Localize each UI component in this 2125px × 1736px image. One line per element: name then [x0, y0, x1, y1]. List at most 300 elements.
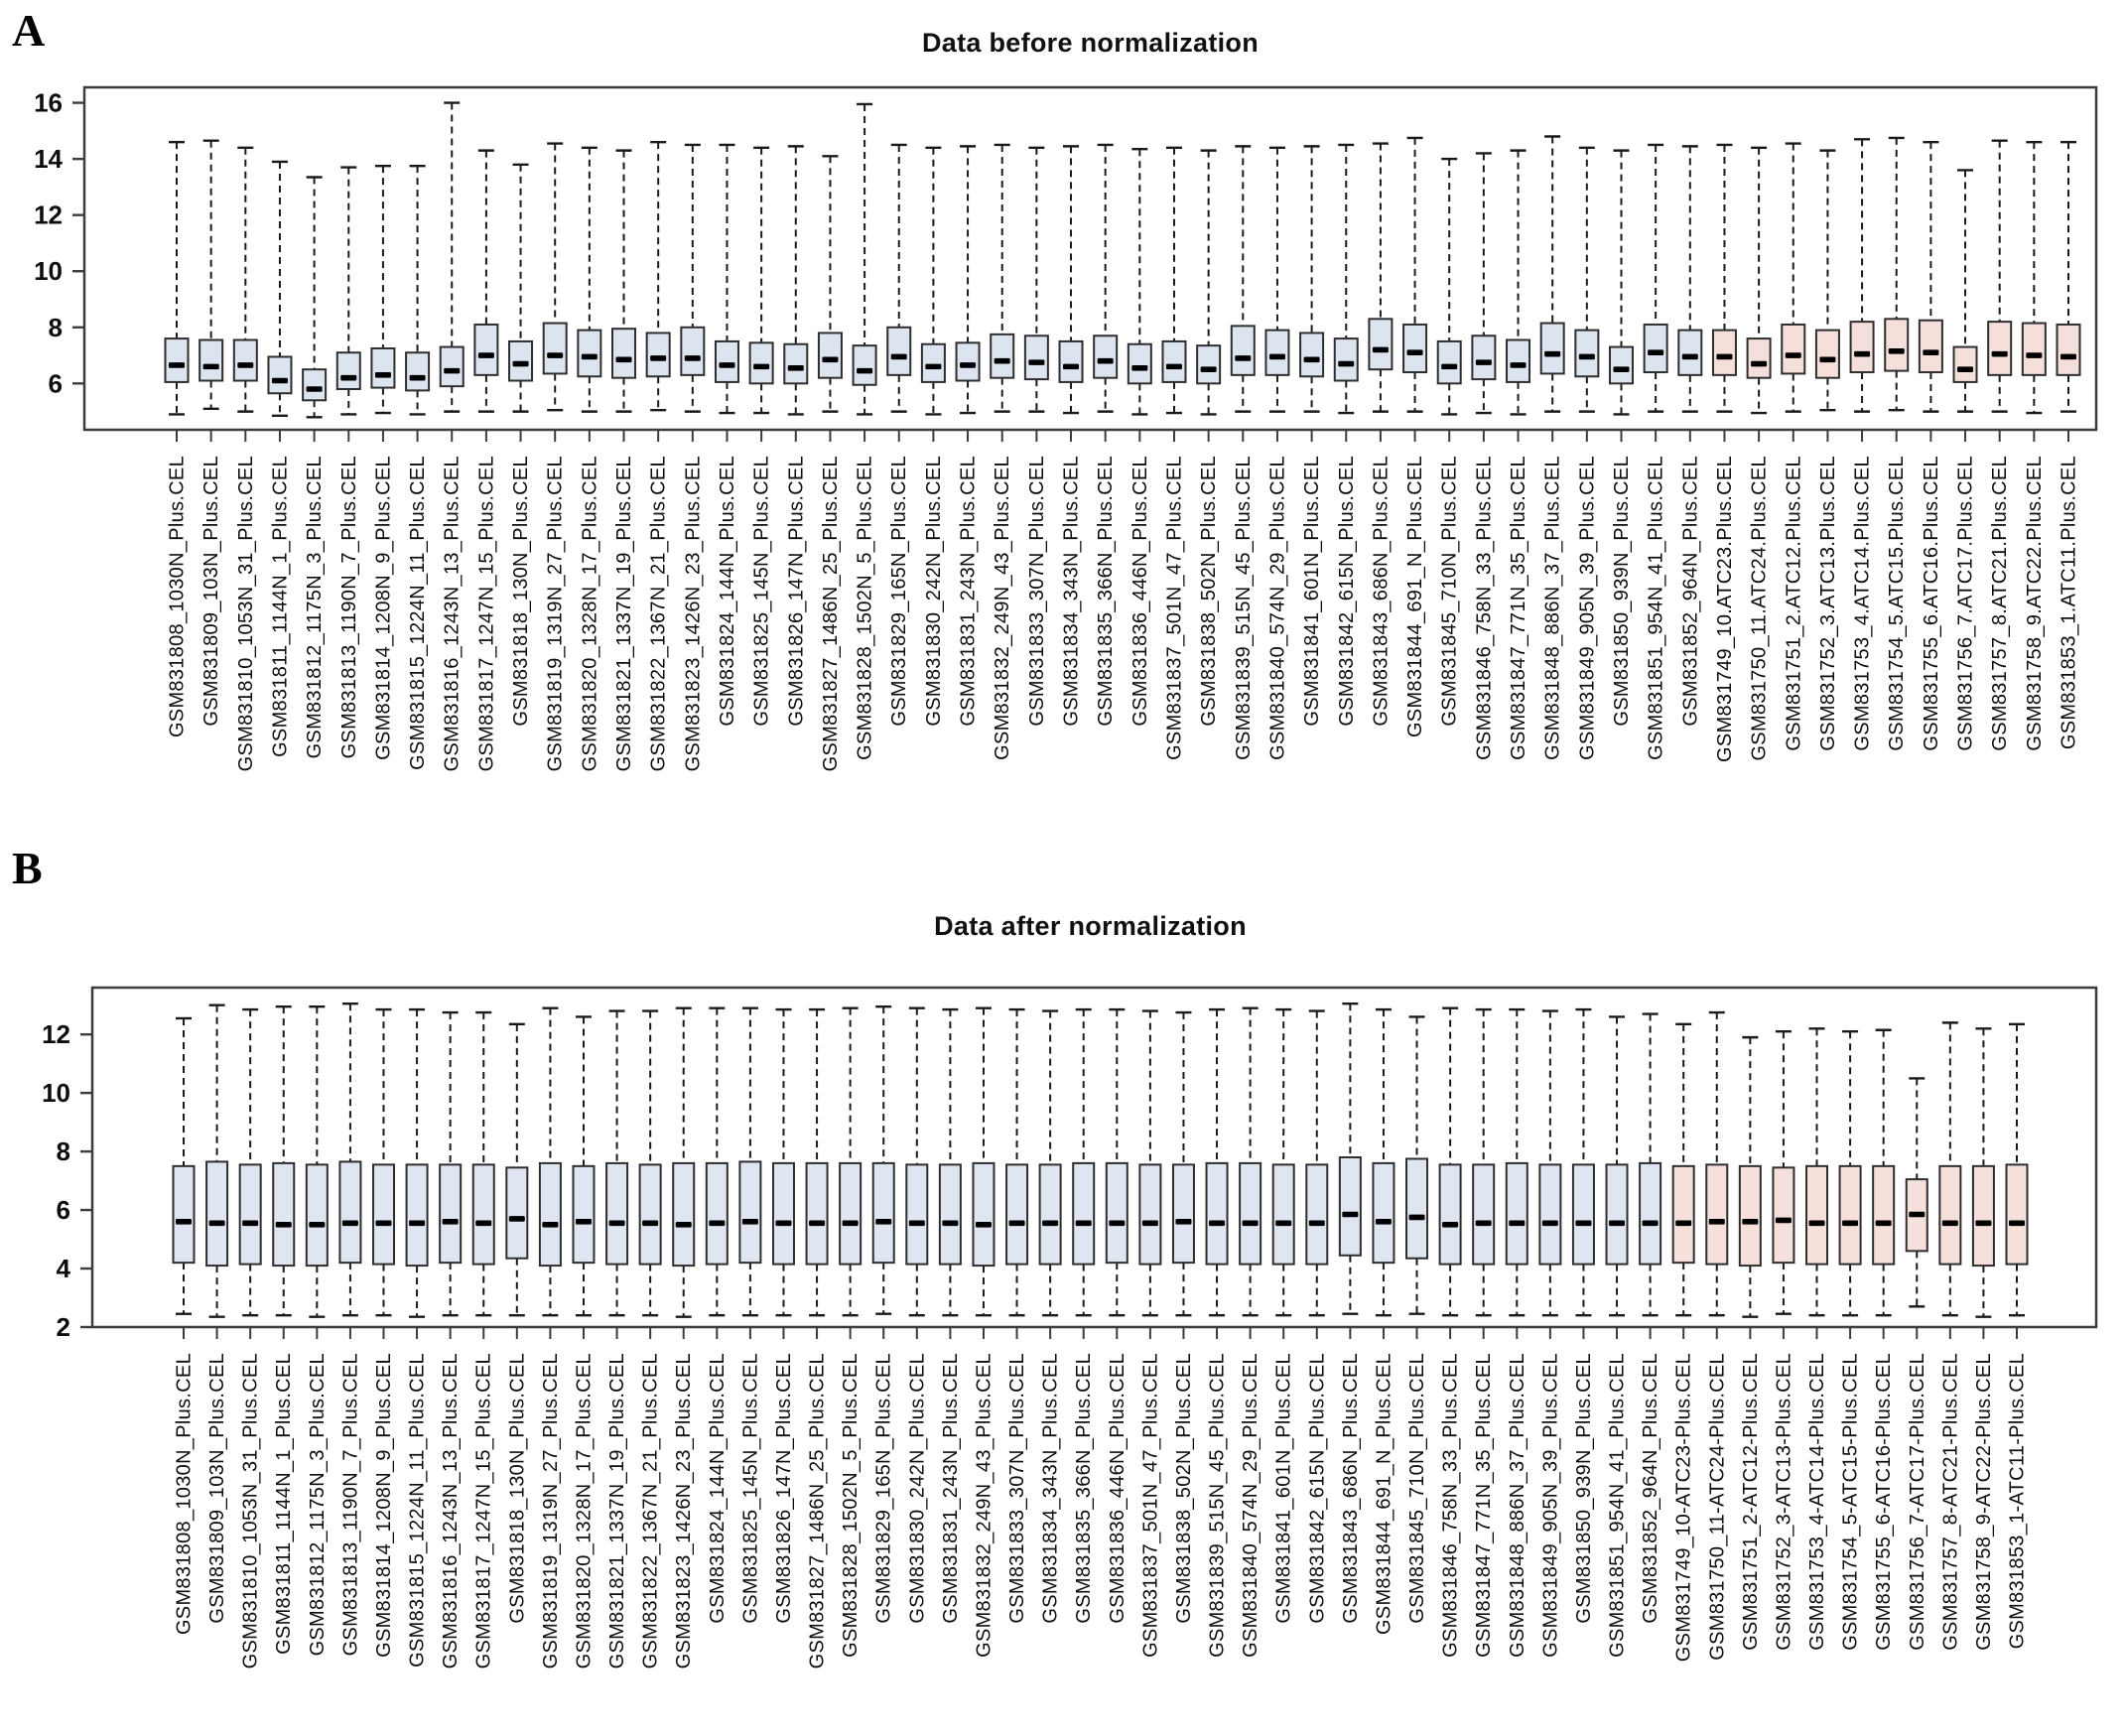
- boxplot-sample: [1306, 1011, 1328, 1624]
- x-axis-label: GSM831808_1030N_Plus.CEL: [166, 456, 189, 738]
- boxplot-sample: [1073, 1009, 1095, 1624]
- iqr-box: [1162, 341, 1185, 382]
- median-line: [1675, 1221, 1691, 1227]
- median-line: [1076, 1221, 1092, 1227]
- iqr-box: [1340, 1157, 1361, 1256]
- x-axis-label: GSM831845_710N_Plus.CEL: [1406, 1353, 1429, 1624]
- boxplot-sample: [1885, 138, 1908, 751]
- boxplot-sample: [606, 1011, 628, 1669]
- boxplot-sample: [473, 1012, 495, 1669]
- median-line: [1942, 1221, 1958, 1227]
- median-line: [547, 352, 563, 358]
- median-line: [1776, 1218, 1792, 1224]
- x-axis-label: GSM831823_1426N_23_Plus.CEL: [682, 456, 705, 772]
- x-axis-label: GSM831845_710N_Plus.CEL: [1438, 456, 1461, 727]
- median-line: [242, 1221, 258, 1227]
- boxplot-sample: [337, 168, 360, 759]
- x-axis-label: GSM831843_686N_Plus.CEL: [1370, 456, 1393, 727]
- boxplot-sample: [1678, 146, 1701, 726]
- iqr-box: [1107, 1163, 1128, 1263]
- x-axis-label: GSM831837_501N_47_Plus.CEL: [1163, 456, 1186, 760]
- y-tick-label: 8: [48, 312, 63, 342]
- iqr-box: [873, 1163, 894, 1263]
- boxplot-sample: [873, 1006, 895, 1623]
- median-line: [1166, 364, 1182, 370]
- x-axis-label: GSM831822_1367N_21_Plus.CEL: [647, 456, 670, 772]
- median-line: [509, 1216, 525, 1222]
- boxplot-sample: [1139, 1011, 1161, 1658]
- x-axis-label: GSM831844_691_N_Plus.CEL: [1373, 1353, 1395, 1636]
- boxplot-sample: [1873, 1030, 1895, 1651]
- median-line: [1575, 1221, 1591, 1227]
- x-axis-label: GSM831828_1502N_5_Plus.CEL: [854, 455, 876, 760]
- x-axis-label: GSM831758_9-ATC22-Plus.CEL: [1972, 1353, 1995, 1651]
- x-axis-label: GSM831838_502N_Plus.CEL: [1198, 456, 1221, 727]
- boxplot-sample: [1403, 138, 1426, 737]
- iqr-box: [1197, 345, 1220, 383]
- x-axis-label: GSM831827_1486N_25_Plus.CEL: [806, 1353, 829, 1669]
- x-axis-label: GSM831821_1337N_19_Plus.CEL: [613, 456, 636, 772]
- x-axis-label: GSM831754_5.ATC15.Plus.CEL: [1886, 456, 1909, 751]
- boxplot-sample: [573, 1016, 595, 1669]
- x-axis-label: GSM831814_1208N_9_Plus.CEL: [372, 455, 395, 760]
- iqr-box: [2007, 1164, 2028, 1264]
- median-line: [650, 355, 666, 361]
- median-line: [642, 1221, 658, 1227]
- iqr-box: [1207, 1163, 1228, 1265]
- x-axis-label: GSM831752_3-ATC13-Plus.CEL: [1773, 1353, 1795, 1651]
- boxplot-sample: [1006, 1009, 1028, 1624]
- x-axis-label: GSM831817_1247N_15_Plus.CEL: [475, 455, 498, 772]
- x-axis-label: GSM831850_939N_Plus.CEL: [1610, 456, 1633, 727]
- median-line: [1992, 351, 2008, 357]
- y-tick-label: 16: [34, 87, 63, 118]
- y-tick-label: 4: [56, 1254, 70, 1284]
- boxplot-sample: [647, 142, 670, 771]
- x-axis-label: GSM831758_9.ATC22.Plus.CEL: [2023, 456, 2046, 751]
- boxplot-sample: [807, 1009, 829, 1669]
- median-line: [719, 362, 734, 368]
- x-axis-label: GSM831834_343N_Plus.CEL: [1039, 1353, 1062, 1624]
- x-axis-label: GSM831812_1175N_3_Plus.CEL: [304, 455, 327, 759]
- panel-a-letter: A: [12, 5, 46, 56]
- iqr-box: [1773, 1167, 1793, 1263]
- x-axis-label: GSM831757_8-ATC21-Plus.CEL: [1939, 1353, 1962, 1651]
- x-axis-label: GSM831757_8.ATC21.Plus.CEL: [1989, 456, 2012, 751]
- iqr-box: [1816, 331, 1839, 378]
- x-axis-label: GSM831750_11.ATC24.Plus.CEL: [1748, 456, 1771, 761]
- boxplot-sample: [373, 1009, 395, 1658]
- iqr-box: [1440, 1164, 1461, 1264]
- boxplot-sample: [1207, 1009, 1229, 1658]
- x-axis-label: GSM831756_7-ATC17-Plus.CEL: [1906, 1352, 1928, 1651]
- boxplot-sample: [1645, 145, 1667, 760]
- boxplot-sample: [1539, 1011, 1561, 1658]
- iqr-box: [1851, 322, 1874, 372]
- iqr-box: [337, 352, 360, 389]
- iqr-box: [303, 369, 326, 400]
- iqr-box: [1040, 1164, 1061, 1264]
- x-axis-label: GSM831751_2.ATC12.Plus.CEL: [1783, 456, 1805, 751]
- boxplot-sample: [1907, 1078, 1928, 1650]
- iqr-box: [1129, 344, 1151, 384]
- median-line: [976, 1222, 992, 1228]
- boxplot-sample: [303, 177, 326, 758]
- median-line: [478, 352, 494, 358]
- boxplot-sample: [1920, 142, 1942, 750]
- iqr-box: [1873, 1166, 1894, 1265]
- boxplot-sample: [1232, 146, 1255, 760]
- x-axis-label: GSM831843_686N_Plus.CEL: [1339, 1353, 1362, 1624]
- boxplot-sample: [640, 1011, 662, 1669]
- boxplot-sample: [707, 1008, 729, 1624]
- x-axis-label: GSM831814_1208N_9_Plus.CEL: [372, 1353, 395, 1658]
- iqr-box: [1920, 321, 1942, 372]
- median-line: [576, 1219, 592, 1225]
- boxplot-sample: [1197, 151, 1220, 727]
- plot-border: [92, 988, 2096, 1327]
- boxplot-sample: [1773, 1031, 1794, 1651]
- median-line: [176, 1219, 192, 1225]
- y-tick-label: 10: [42, 1078, 70, 1109]
- boxplot-sample: [773, 1009, 795, 1624]
- median-line: [1511, 362, 1527, 368]
- x-axis-label: GSM831842_615N_Plus.CEL: [1306, 1353, 1329, 1624]
- boxplot-sample: [540, 1008, 562, 1669]
- iqr-box: [440, 1164, 461, 1263]
- x-axis-label: GSM831811_1144N_1_Plus.CEL: [269, 456, 292, 757]
- iqr-box: [1740, 1166, 1761, 1266]
- iqr-box: [166, 338, 189, 382]
- boxplot-sample: [1610, 151, 1633, 727]
- boxplot-sample: [273, 1006, 295, 1655]
- x-axis-label: GSM831839_515N_45_Plus.CEL: [1206, 1353, 1229, 1658]
- x-axis-label: GSM831755_6.ATC16.Plus.CEL: [1920, 456, 1942, 751]
- iqr-box: [1885, 319, 1908, 370]
- iqr-box: [1973, 1166, 1994, 1266]
- x-axis-label: GSM831829_165N_Plus.CEL: [872, 1353, 895, 1624]
- median-line: [1544, 351, 1560, 357]
- x-axis-label: GSM831752_3.ATC13.Plus.CEL: [1816, 456, 1839, 751]
- median-line: [237, 362, 253, 368]
- median-line: [542, 1222, 558, 1228]
- iqr-box: [1575, 331, 1598, 377]
- x-axis-label: GSM831826_147N_Plus.CEL: [772, 1353, 795, 1624]
- x-axis-label: GSM831813_1190N_7_Plus.CEL: [337, 455, 360, 759]
- iqr-box: [441, 347, 464, 387]
- median-line: [775, 1221, 791, 1227]
- boxplot-sample: [578, 148, 600, 772]
- median-line: [1682, 354, 1698, 360]
- median-line: [410, 375, 426, 381]
- median-line: [1476, 359, 1492, 365]
- x-axis-label: GSM831847_771N_35_Plus.CEL: [1508, 456, 1530, 760]
- iqr-box: [1406, 1158, 1427, 1258]
- x-axis-label: GSM831836_446N_Plus.CEL: [1129, 456, 1151, 727]
- boxplot-sample: [506, 1024, 528, 1624]
- boxplot-sample: [1575, 148, 1598, 760]
- x-axis-label: GSM831749_10.ATC23.Plus.CEL: [1713, 456, 1736, 763]
- x-axis-label: GSM831816_1243N_13_Plus.CEL: [440, 1353, 463, 1669]
- x-axis-label: GSM831754_5-ATC15-Plus.CEL: [1839, 1352, 1862, 1651]
- median-line: [1131, 365, 1147, 371]
- iqr-box: [973, 1163, 994, 1266]
- x-axis-label: GSM831753_4.ATC14.Plus.CEL: [1851, 456, 1874, 751]
- median-line: [1709, 1219, 1725, 1225]
- boxplot-sample: [1129, 149, 1151, 726]
- median-line: [2026, 352, 2042, 358]
- median-line: [2060, 354, 2076, 360]
- boxplot-sample: [1240, 1008, 1262, 1658]
- boxplot-sample: [1713, 145, 1736, 762]
- iqr-box: [1541, 324, 1564, 374]
- iqr-box: [1782, 325, 1804, 373]
- iqr-box: [371, 348, 394, 388]
- median-line: [1716, 354, 1732, 360]
- iqr-box: [681, 328, 704, 375]
- boxplot-sample: [1438, 159, 1461, 727]
- median-line: [1643, 1221, 1659, 1227]
- median-line: [513, 361, 529, 367]
- boxplot-sample: [406, 166, 429, 770]
- boxplot-sample: [268, 162, 291, 757]
- boxplot-sample: [1300, 146, 1323, 726]
- x-axis-label: GSM831810_1053N_31_Plus.CEL: [239, 1353, 262, 1669]
- boxplot-sample: [199, 141, 222, 727]
- boxplot-sample: [440, 1012, 462, 1669]
- median-line: [1751, 361, 1767, 367]
- median-line: [1201, 366, 1217, 372]
- median-line: [375, 1221, 391, 1227]
- median-line: [340, 375, 356, 381]
- boxplot-sample: [750, 148, 773, 727]
- x-axis-label: GSM831816_1243N_13_Plus.CEL: [441, 455, 464, 772]
- iqr-box: [606, 1163, 627, 1265]
- iqr-box: [1265, 331, 1288, 375]
- iqr-box: [739, 1161, 760, 1263]
- y-tick-label: 14: [34, 144, 63, 175]
- median-line: [1909, 1212, 1925, 1218]
- median-line: [925, 364, 941, 370]
- boxplot-sample: [1406, 1016, 1428, 1623]
- x-axis-label: GSM831831_243N_Plus.CEL: [957, 456, 980, 727]
- median-line: [409, 1221, 425, 1227]
- boxplot-sample: [957, 146, 980, 726]
- boxplot-sample: [206, 1005, 228, 1624]
- x-axis-label: GSM831825_145N_Plus.CEL: [739, 1353, 762, 1624]
- iqr-box: [406, 352, 429, 390]
- median-line: [1409, 1215, 1425, 1221]
- median-line: [209, 1221, 225, 1227]
- x-axis-label: GSM831810_1053N_31_Plus.CEL: [234, 456, 257, 772]
- iqr-box: [647, 333, 670, 376]
- median-line: [1209, 1221, 1225, 1227]
- iqr-box: [1954, 347, 1977, 382]
- median-line: [1442, 1222, 1458, 1228]
- median-line: [1441, 364, 1457, 370]
- iqr-box: [940, 1164, 961, 1264]
- x-axis-label: GSM831750_11-ATC24-Plus.CEL: [1706, 1353, 1729, 1661]
- x-axis-label: GSM831852_964N_Plus.CEL: [1679, 456, 1702, 727]
- median-line: [444, 368, 460, 374]
- median-line: [1309, 1221, 1325, 1227]
- x-axis-label: GSM831830_242N_Plus.CEL: [906, 1353, 929, 1624]
- boxplot-sample: [1507, 151, 1529, 760]
- x-axis-label: GSM831818_130N_Plus.CEL: [510, 456, 533, 727]
- median-line: [1819, 357, 1835, 363]
- boxplot-sample: [1473, 1009, 1495, 1658]
- iqr-box: [373, 1164, 394, 1264]
- x-axis-label: GSM831827_1486N_25_Plus.CEL: [819, 455, 842, 772]
- x-axis-label: GSM831836_446N_Plus.CEL: [1106, 1353, 1129, 1624]
- median-line: [169, 362, 185, 368]
- boxplot-sample: [1273, 1009, 1295, 1624]
- boxplot-sample: [1335, 145, 1358, 727]
- boxplot-sample: [1162, 148, 1185, 760]
- median-line: [1609, 1221, 1625, 1227]
- median-line: [1098, 358, 1114, 364]
- x-axis-label: GSM831851_954N_41_Plus.CEL: [1606, 1353, 1629, 1658]
- median-line: [843, 1221, 859, 1227]
- x-axis-label: GSM831812_1175N_3_Plus.CEL: [306, 1353, 329, 1657]
- median-line: [753, 364, 769, 370]
- iqr-box: [1373, 1163, 1394, 1263]
- iqr-box: [1539, 1164, 1560, 1264]
- x-axis-label: GSM831841_601N_Plus.CEL: [1301, 456, 1324, 727]
- iqr-box: [268, 356, 291, 393]
- median-line: [1648, 349, 1663, 355]
- iqr-box: [1610, 347, 1633, 384]
- boxplot-sample: [1265, 148, 1288, 760]
- median-line: [443, 1219, 459, 1225]
- x-axis-label: GSM831846_758N_33_Plus.CEL: [1473, 456, 1496, 760]
- iqr-box: [1573, 1164, 1594, 1264]
- median-line: [1373, 347, 1389, 353]
- x-axis-label: GSM831846_758N_33_Plus.CEL: [1439, 1353, 1462, 1658]
- boxplot-sample: [339, 1003, 361, 1656]
- median-line: [1109, 1221, 1125, 1227]
- boxplot-sample: [612, 151, 635, 772]
- median-line: [995, 358, 1010, 364]
- iqr-box: [506, 1167, 527, 1258]
- median-line: [1742, 1219, 1758, 1225]
- iqr-box: [1678, 331, 1701, 375]
- boxplot-sample: [1440, 1008, 1462, 1658]
- iqr-box: [773, 1163, 794, 1265]
- x-axis-label: GSM831849_905N_39_Plus.CEL: [1576, 456, 1599, 760]
- y-tick-label: 6: [56, 1195, 70, 1226]
- median-line: [891, 354, 907, 360]
- median-line: [1889, 348, 1905, 354]
- median-line: [1809, 1221, 1825, 1227]
- x-axis-label: GSM831815_1224N_11_Plus.CEL: [407, 455, 430, 770]
- iqr-box: [1306, 1164, 1327, 1264]
- x-axis-label: GSM831835_366N_Plus.CEL: [1095, 456, 1118, 727]
- iqr-box: [854, 345, 876, 385]
- median-line: [582, 354, 598, 360]
- median-line: [1009, 1221, 1025, 1227]
- boxplot-sample: [1369, 144, 1392, 727]
- median-line: [342, 1221, 358, 1227]
- iqr-box: [784, 344, 807, 384]
- x-axis-label: GSM831824_144N_Plus.CEL: [706, 1353, 729, 1624]
- median-line: [1542, 1221, 1558, 1227]
- panel-B: [42, 988, 2096, 1669]
- boxplot-sample: [1806, 1028, 1828, 1651]
- median-line: [1235, 355, 1251, 361]
- x-axis-label: GSM831825_145N_Plus.CEL: [750, 455, 773, 727]
- iqr-box: [2058, 325, 2080, 375]
- iqr-box: [1472, 335, 1495, 379]
- x-axis-label: GSM831837_501N_47_Plus.CEL: [1139, 1353, 1162, 1658]
- boxplot-sample: [474, 151, 497, 772]
- x-axis-label: GSM831818_130N_Plus.CEL: [506, 1353, 529, 1624]
- iqr-box: [612, 329, 635, 377]
- boxplot-sample: [940, 1009, 962, 1624]
- x-axis-label: GSM831813_1190N_7_Plus.CEL: [339, 1353, 362, 1657]
- iqr-box: [273, 1163, 294, 1266]
- iqr-box: [807, 1163, 828, 1265]
- iqr-box: [957, 342, 980, 380]
- median-line: [2009, 1221, 2025, 1227]
- y-tick-label: 10: [34, 256, 63, 287]
- median-line: [609, 1221, 625, 1227]
- x-axis-label: GSM831848_886N_37_Plus.CEL: [1506, 1353, 1528, 1658]
- iqr-box: [1706, 1164, 1727, 1264]
- boxplot-sample: [973, 1008, 995, 1658]
- x-axis-label: GSM831834_343N_Plus.CEL: [1060, 456, 1083, 727]
- iqr-box: [1006, 1164, 1027, 1264]
- boxplot-sample: [739, 1008, 761, 1624]
- x-axis-label: GSM831822_1367N_21_Plus.CEL: [639, 1353, 662, 1669]
- x-axis-label: GSM831820_1328N_17_Plus.CEL: [573, 1353, 596, 1669]
- x-axis-label: GSM831849_905N_39_Plus.CEL: [1539, 1353, 1562, 1658]
- y-tick-label: 8: [56, 1136, 70, 1167]
- x-axis-label: GSM831844_691_N_Plus.CEL: [1404, 456, 1427, 738]
- boxplot-sample: [1607, 1016, 1629, 1657]
- panel-b-letter: B: [12, 843, 43, 893]
- y-tick-label: 2: [56, 1312, 70, 1342]
- iqr-box: [307, 1164, 328, 1266]
- x-axis-label: GSM831839_515N_45_Plus.CEL: [1232, 456, 1255, 760]
- x-axis-label: GSM831823_1426N_23_Plus.CEL: [673, 1353, 696, 1669]
- boxplot-sample: [2007, 1024, 2029, 1649]
- iqr-box: [199, 340, 222, 381]
- iqr-box: [1273, 1164, 1294, 1264]
- x-axis-label: GSM831820_1328N_17_Plus.CEL: [579, 456, 601, 772]
- boxplot-sample: [716, 145, 738, 727]
- median-line: [1476, 1221, 1492, 1227]
- x-axis-label: GSM831835_366N_Plus.CEL: [1073, 1353, 1096, 1624]
- x-axis-label: GSM831809_103N_Plus.CEL: [200, 456, 223, 727]
- boxplot-sample: [1740, 1037, 1762, 1651]
- boxplot-sample: [1094, 145, 1117, 727]
- x-axis-label: GSM831830_242N_Plus.CEL: [922, 456, 945, 727]
- median-line: [809, 1221, 825, 1227]
- iqr-box: [1232, 326, 1255, 374]
- median-line: [742, 1219, 758, 1225]
- iqr-box: [1507, 1163, 1527, 1265]
- median-line: [272, 378, 288, 384]
- median-line: [1142, 1221, 1158, 1227]
- y-tick-label: 12: [34, 200, 63, 230]
- boxplot-sample: [681, 145, 704, 771]
- x-axis-label: GSM831753_4-ATC14-Plus.CEL: [1806, 1353, 1829, 1651]
- x-axis-label: GSM831832_249N_43_Plus.CEL: [973, 1353, 996, 1658]
- x-axis-label: GSM831851_954N_41_Plus.CEL: [1645, 456, 1667, 760]
- iqr-box: [1645, 325, 1667, 372]
- median-line: [1304, 357, 1320, 363]
